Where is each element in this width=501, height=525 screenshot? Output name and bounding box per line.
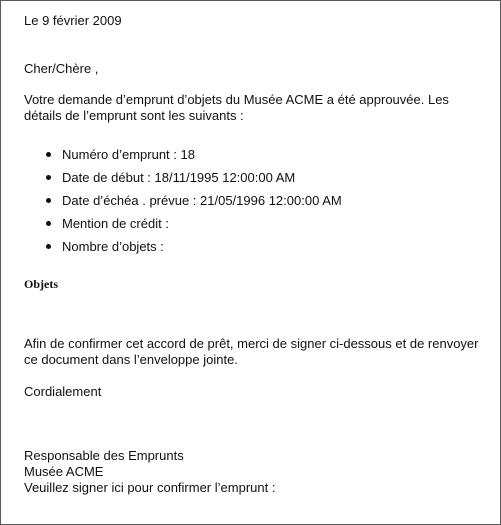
bullet-icon	[46, 152, 51, 157]
bullet-icon	[46, 221, 51, 226]
confirmation-paragraph: Afin de confirmer cet accord de prêt, merci de signer ci-dessous et de renvoyer ce document dans l’enveloppe jointe.	[24, 336, 479, 367]
salutation: Cher/Chère ,	[24, 61, 99, 76]
start-date: Date de début : 18/11/1995 12:00:00 AM	[62, 170, 296, 185]
list-item-start-date	[46, 170, 342, 193]
list-item-loan-number	[46, 147, 342, 170]
bullet-icon	[46, 175, 51, 180]
signatory-organization: Musée ACME	[24, 464, 104, 479]
bullet-icon	[46, 244, 51, 249]
closing: Cordialement	[24, 384, 102, 399]
bullet-icon	[46, 198, 51, 203]
letter-date: Le 9 février 2009	[24, 13, 122, 28]
list-item-credit-line	[46, 216, 342, 239]
object-count: Nombre d’objets :	[62, 239, 164, 254]
intro-paragraph: Votre demande d’emprunt d’objets du Musée ACME a été approuvée. Les détails de l’emprunt sont les suivants :	[24, 92, 449, 123]
loan-number: Numéro d’emprunt : 18	[62, 147, 195, 162]
list-item-due-date	[46, 193, 342, 216]
list-item-object-count	[46, 239, 342, 262]
loan-details-list	[46, 147, 342, 262]
due-date: Date d’échéa . prévue : 21/05/1996 12:00:00 AM	[62, 193, 342, 208]
credit-line: Mention de crédit :	[62, 216, 169, 231]
signature-instruction: Veuillez signer ici pour confirmer l’emprunt :	[24, 480, 276, 495]
signatory-title: Responsable des Emprunts	[24, 448, 184, 463]
objects-heading: Objets	[24, 277, 58, 291]
